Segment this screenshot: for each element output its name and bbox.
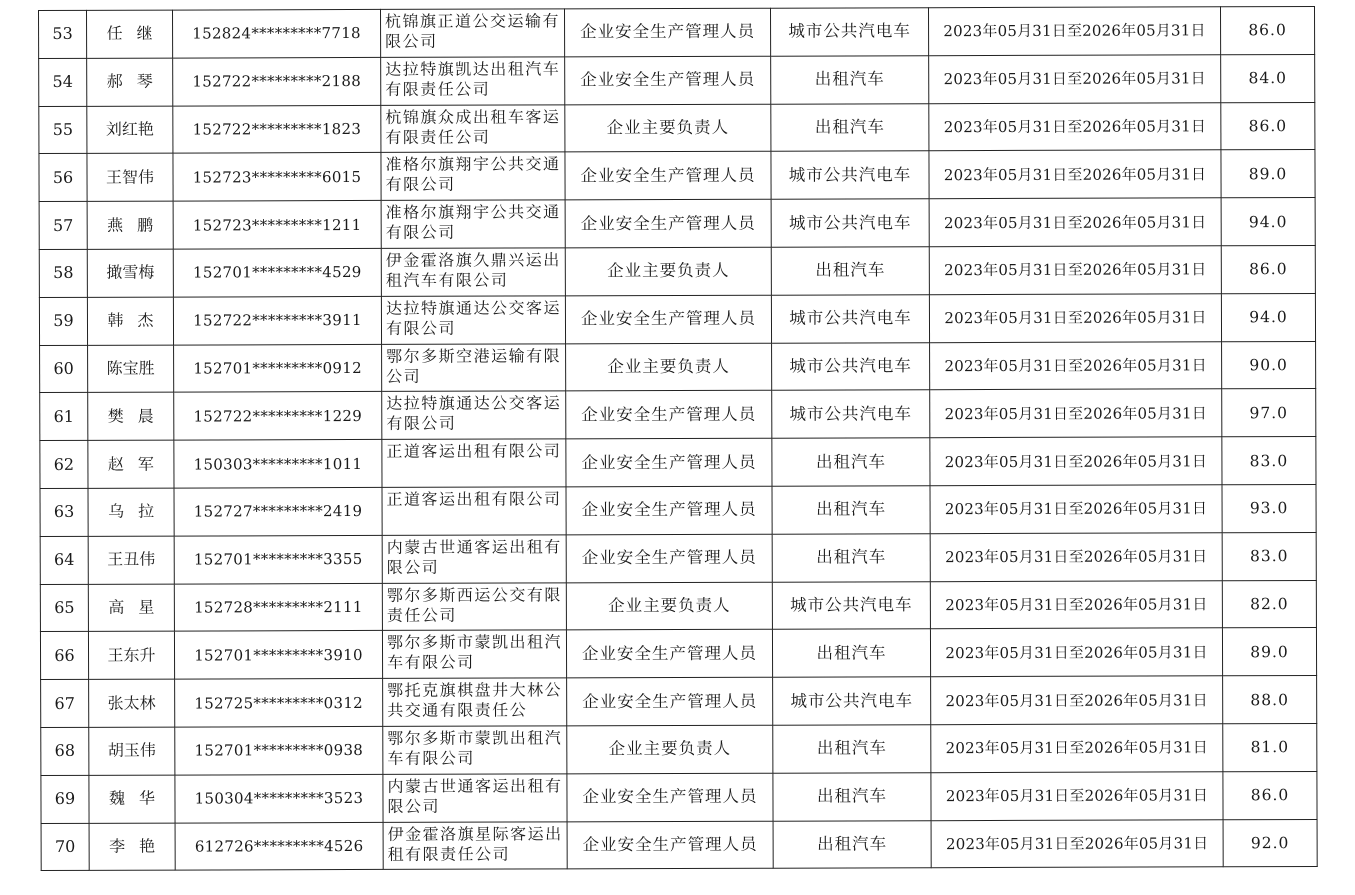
- row-number: 67: [41, 680, 89, 728]
- row-number: 68: [41, 727, 89, 775]
- table-row: [40, 532, 1316, 584]
- table-row: [40, 580, 1316, 632]
- row-number: 59: [39, 297, 87, 345]
- business-type: 城市公共汽电车: [772, 342, 930, 390]
- person-name: 郝琴: [87, 58, 173, 106]
- id-number: 152728*********2111: [174, 583, 382, 631]
- company-name: 达拉特旗通达公交客运有限公司: [381, 296, 565, 344]
- position: 企业安全生产管理人员: [567, 773, 773, 821]
- position: 企业主要负责人: [567, 725, 773, 773]
- id-number: 612726*********4526: [175, 822, 383, 870]
- person-name: 乌拉: [88, 488, 174, 536]
- id-number: 152723*********6015: [173, 153, 381, 201]
- person-name: 刘红艳: [87, 106, 173, 154]
- row-number: 62: [40, 441, 88, 489]
- row-number: 57: [39, 202, 87, 250]
- business-type: 出租汽车: [773, 820, 931, 868]
- row-number: 61: [40, 393, 88, 441]
- person-name: 燕鹏: [87, 201, 173, 249]
- validity-period: 2023年05月31日至2026年05月31日: [930, 580, 1222, 629]
- person-name: 樊晨: [88, 392, 174, 440]
- table-row: [39, 6, 1315, 58]
- validity-period: 2023年05月31日至2026年05月31日: [928, 7, 1220, 56]
- exam-score: 86.0: [1223, 771, 1317, 819]
- position: 企业安全生产管理人员: [566, 486, 772, 534]
- business-type: 出租汽车: [771, 55, 929, 103]
- validity-period: 2023年05月31日至2026年05月31日: [931, 772, 1223, 821]
- exam-score: 94.0: [1221, 198, 1315, 246]
- position: 企业主要负责人: [565, 104, 771, 152]
- exam-score: 92.0: [1223, 819, 1317, 867]
- id-number: 152722*********1823: [173, 105, 381, 153]
- validity-period: 2023年05月31日至2026年05月31日: [931, 724, 1223, 773]
- id-number: 152727*********2419: [174, 487, 382, 535]
- id-number: 152701*********3910: [174, 631, 382, 679]
- row-number: 65: [40, 584, 88, 632]
- table-row: [39, 198, 1315, 250]
- id-number: 152701*********0912: [174, 344, 382, 392]
- business-type: 出租汽车: [772, 533, 930, 581]
- row-number: 69: [41, 775, 89, 823]
- business-type: 出租汽车: [772, 438, 930, 486]
- exam-score: 86.0: [1221, 245, 1315, 293]
- table-row: [41, 723, 1317, 775]
- person-name: 撖雪梅: [87, 249, 173, 297]
- table-row: [40, 389, 1316, 441]
- id-number: 150303*********1011: [174, 440, 382, 488]
- person-name: 赵军: [88, 440, 174, 488]
- table-row: [39, 293, 1315, 345]
- exam-score: 84.0: [1221, 54, 1315, 102]
- company-name: 内蒙古世通客运出租有限公司: [383, 774, 567, 822]
- row-number: 64: [40, 536, 88, 584]
- company-name: 鄂尔多斯西运公交有限责任公司: [382, 582, 566, 630]
- position: 企业安全生产管理人员: [566, 438, 772, 486]
- exam-score: 88.0: [1223, 676, 1317, 724]
- business-type: 出租汽车: [771, 247, 929, 295]
- validity-period: 2023年05月31日至2026年05月31日: [930, 485, 1222, 534]
- business-type: 城市公共汽电车: [771, 151, 929, 199]
- person-name: 任继: [87, 10, 173, 58]
- position: 企业主要负责人: [566, 582, 772, 630]
- position: 企业安全生产管理人员: [566, 630, 772, 678]
- validity-period: 2023年05月31日至2026年05月31日: [930, 389, 1222, 438]
- business-type: 城市公共汽电车: [773, 677, 931, 725]
- exam-score: 82.0: [1222, 580, 1316, 628]
- position: 企业安全生产管理人员: [564, 8, 770, 56]
- validity-period: 2023年05月31日至2026年05月31日: [930, 341, 1222, 390]
- position: 企业安全生产管理人员: [566, 534, 772, 582]
- validity-period: 2023年05月31日至2026年05月31日: [929, 150, 1221, 199]
- validity-period: 2023年05月31日至2026年05月31日: [929, 294, 1221, 343]
- table-row: [41, 819, 1317, 871]
- position: 企业安全生产管理人员: [565, 152, 771, 200]
- validity-period: 2023年05月31日至2026年05月31日: [929, 55, 1221, 104]
- business-type: 出租汽车: [773, 725, 931, 773]
- company-name: 达拉特旗通达公交客运有限公司: [382, 391, 566, 439]
- person-name: 王智伟: [87, 153, 173, 201]
- table-row: [39, 150, 1315, 202]
- row-number: 66: [40, 632, 88, 680]
- position: 企业主要负责人: [566, 343, 772, 391]
- row-number: 54: [39, 58, 87, 106]
- validity-period: 2023年05月31日至2026年05月31日: [929, 198, 1221, 247]
- person-name: 胡玉伟: [89, 727, 175, 775]
- id-number: 152722*********1229: [174, 392, 382, 440]
- company-name: 准格尔旗翔宇公共交通有限公司: [381, 200, 565, 248]
- exam-score: 83.0: [1222, 437, 1316, 485]
- exam-score: 89.0: [1221, 150, 1315, 198]
- position: 企业安全生产管理人员: [566, 391, 772, 439]
- business-type: 出租汽车: [772, 629, 930, 677]
- business-type: 城市公共汽电车: [771, 199, 929, 247]
- id-number: 152824*********7718: [173, 9, 381, 57]
- table-row: [40, 628, 1316, 680]
- exam-score: 81.0: [1223, 723, 1317, 771]
- table-row: [39, 54, 1315, 106]
- person-name: 王东升: [88, 631, 174, 679]
- company-name: 杭锦旗正道公交运输有限公司: [380, 9, 564, 57]
- table-body: [39, 6, 1318, 870]
- table-row: [41, 676, 1317, 728]
- document-sheet: [38, 6, 1317, 864]
- person-name: 魏华: [89, 775, 175, 823]
- business-type: 出租汽车: [771, 103, 929, 151]
- row-number: 55: [39, 106, 87, 154]
- position: 企业安全生产管理人员: [565, 295, 771, 343]
- table-row: [39, 102, 1315, 154]
- company-name: 达拉特旗凯达出租汽车有限责任公司: [381, 57, 565, 105]
- person-name: 陈宝胜: [88, 345, 174, 393]
- company-name: 鄂尔多斯市蒙凯出租汽车有限公司: [383, 726, 567, 774]
- table-row: [40, 437, 1316, 489]
- position: 企业安全生产管理人员: [567, 677, 773, 725]
- validity-period: 2023年05月31日至2026年05月31日: [930, 437, 1222, 486]
- person-name: 李艳: [89, 823, 175, 871]
- table-row: [39, 245, 1315, 297]
- table-row: [41, 771, 1317, 823]
- business-type: 出租汽车: [773, 772, 931, 820]
- exam-score: 89.0: [1222, 628, 1316, 676]
- id-number: 152725*********0312: [175, 679, 383, 727]
- id-number: 152722*********2188: [173, 57, 381, 105]
- row-number: 53: [39, 10, 87, 58]
- row-number: 60: [40, 345, 88, 393]
- validity-period: 2023年05月31日至2026年05月31日: [931, 676, 1223, 725]
- company-name: 杭锦旗众成出租车客运有限责任公司: [381, 104, 565, 152]
- validity-period: 2023年05月31日至2026年05月31日: [930, 628, 1222, 677]
- exam-score: 86.0: [1221, 102, 1315, 150]
- table-row: [40, 341, 1316, 393]
- row-number: 63: [40, 488, 88, 536]
- exam-score: 90.0: [1222, 341, 1316, 389]
- row-number: 70: [41, 823, 89, 871]
- personnel-table: [38, 6, 1318, 871]
- id-number: 152701*********4529: [173, 248, 381, 296]
- business-type: 城市公共汽电车: [771, 294, 929, 342]
- company-name: 伊金霍洛旗星际客运出租有限责任公司: [383, 821, 567, 869]
- business-type: 城市公共汽电车: [772, 581, 930, 629]
- company-name: 准格尔旗翔宇公共交通有限公司: [381, 152, 565, 200]
- validity-period: 2023年05月31日至2026年05月31日: [929, 246, 1221, 295]
- person-name: 王丑伟: [88, 536, 174, 584]
- row-number: 58: [39, 249, 87, 297]
- company-name: 伊金霍洛旗久鼎兴运出租汽车有限公司: [381, 248, 565, 296]
- exam-score: 83.0: [1222, 532, 1316, 580]
- company-name: 鄂尔多斯空港运输有限公司: [382, 343, 566, 391]
- business-type: 城市公共汽电车: [770, 8, 928, 56]
- position: 企业安全生产管理人员: [565, 199, 771, 247]
- validity-period: 2023年05月31日至2026年05月31日: [930, 533, 1222, 582]
- validity-period: 2023年05月31日至2026年05月31日: [931, 819, 1223, 868]
- business-type: 城市公共汽电车: [772, 390, 930, 438]
- position: 企业安全生产管理人员: [565, 56, 771, 104]
- company-name: 鄂托克旗棋盘井大林公共交通有限责任公: [383, 678, 567, 726]
- company-name: 正道客运出租有限公司: [382, 439, 566, 487]
- id-number: 152701*********3355: [174, 535, 382, 583]
- id-number: 152722*********3911: [173, 296, 381, 344]
- person-name: 高星: [88, 584, 174, 632]
- business-type: 出租汽车: [772, 486, 930, 534]
- row-number: 56: [39, 154, 87, 202]
- exam-score: 93.0: [1222, 484, 1316, 532]
- id-number: 152701*********0938: [175, 726, 383, 774]
- company-name: 正道客运出租有限公司: [382, 487, 566, 535]
- company-name: 鄂尔多斯市蒙凯出租汽车有限公司: [382, 630, 566, 678]
- exam-score: 86.0: [1220, 6, 1314, 54]
- validity-period: 2023年05月31日至2026年05月31日: [929, 102, 1221, 151]
- table-row: [40, 484, 1316, 536]
- id-number: 152723*********1211: [173, 201, 381, 249]
- person-name: 韩杰: [87, 297, 173, 345]
- id-number: 150304*********3523: [175, 774, 383, 822]
- exam-score: 97.0: [1222, 389, 1316, 437]
- company-name: 内蒙古世通客运出租有限公司: [382, 535, 566, 583]
- position: 企业主要负责人: [565, 247, 771, 295]
- position: 企业安全生产管理人员: [567, 821, 773, 869]
- person-name: 张太林: [89, 679, 175, 727]
- exam-score: 94.0: [1221, 293, 1315, 341]
